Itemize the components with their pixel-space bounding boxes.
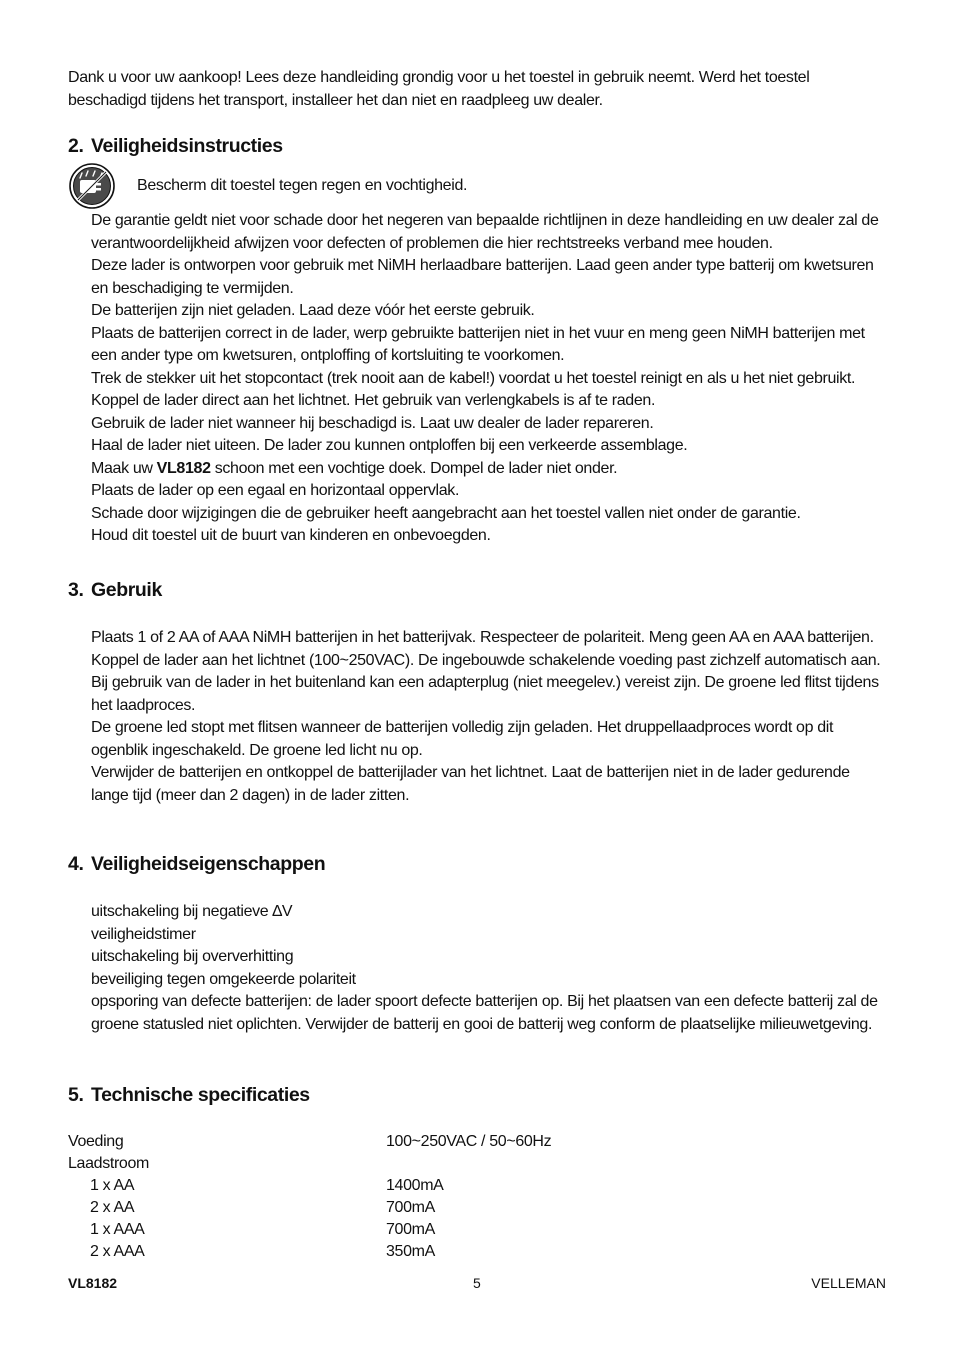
spec-label: Laadstroom	[68, 1155, 149, 1172]
list-item: Gebruik de lader niet wanneer hij beschadigd is. Laat uw dealer de lader repareren.	[91, 414, 654, 432]
list-item: Verwijder de batterijen en ontkoppel de batterijlader van het lichtnet. Laat de batterijen niet in de lader gedurende lange tijd (meer dan 2 dagen) in de lader zitten.	[91, 764, 850, 804]
section-number: 3.	[68, 579, 84, 601]
list-item: Plaats 1 of 2 AA of AAA NiMH batterijen in het batterijvak. Respecteer de polariteit. Meng geen AA en AAA batterijen.	[91, 629, 874, 646]
list-item: Koppel de lader aan het lichtnet (100~250VAC). De ingebouwde schakelende voeding past zichzelf automatisch aan. Bij gebruik van de lader in het buitenland kan een adapterplug (niet meegelev.) vereist zijn. De groene led flitst tijdens het laadproces.	[91, 651, 881, 714]
spec-row	[68, 1197, 668, 1219]
section-number: 5.	[68, 1084, 84, 1106]
section-title: Veiligheidsinstructies	[91, 135, 283, 157]
water-protection-icon	[68, 163, 116, 209]
spec-label: 1 x AA	[90, 1177, 135, 1194]
spec-label: 2 x AA	[90, 1199, 135, 1216]
spec-value: 700mA	[386, 1221, 435, 1238]
section-title: Technische specificaties	[91, 1084, 310, 1106]
warning-row	[68, 163, 888, 209]
spec-value: 700mA	[386, 1199, 435, 1216]
list-item: Trek de stekker uit het stopcontact (trek nooit aan de kabel!) voordat u het toestel reinigt en als u het niet gebruikt.	[91, 369, 856, 387]
spec-label: Voeding	[68, 1133, 124, 1150]
list-item: Houd dit toestel uit de buurt van kinderen en onbevoegden.	[91, 527, 491, 544]
text-segment: schoon met een vochtige doek. Dompel de lader niet onder.	[210, 459, 618, 477]
specs-table	[68, 1131, 668, 1263]
list-item: De batterijen zijn niet geladen. Laad deze vóór het eerste gebruik.	[91, 302, 535, 319]
footer-model: VL8182	[68, 1275, 118, 1291]
section-heading-safety	[68, 135, 283, 158]
list-item: opsporing van defecte batterijen: de lader spoort defecte batterijen op. Bij het plaatsen van een defecte batterij zal de groene statusled niet oplichten. Verwijder de batterij en gooi de batterij weg conform de plaatselijke milieuwetgeving.	[91, 993, 878, 1033]
list-item: Koppel de lader direct aan het lichtnet. Het gebruik van verlengkabels is af te raden.	[91, 392, 656, 409]
section-heading-safety-features	[68, 853, 325, 876]
intro-paragraph: Dank u voor uw aankoop! Lees deze handleiding grondig voor u het toestel in gebruik neemt. Werd het toestel beschadigd tijdens het transport, installeer het dan niet en raadpleeg uw dealer.	[68, 69, 810, 109]
model-name: VL8182	[156, 459, 211, 477]
section-title: Veiligheidseigenschappen	[91, 853, 326, 875]
warning-text: Bescherm dit toestel tegen regen en vochtigheid.	[137, 177, 468, 194]
safety-list	[91, 210, 891, 548]
spec-label: 2 x AAA	[90, 1243, 145, 1260]
spec-value: 1400mA	[386, 1177, 444, 1194]
spec-row	[68, 1153, 668, 1175]
list-item: Schade door wijzigingen die de gebruiker heeft aangebracht aan het toestel vallen niet onder de garantie.	[91, 504, 801, 522]
list-item: uitschakeling bij negatieve ∆V	[91, 903, 293, 920]
spec-value: 100~250VAC / 50~60Hz	[386, 1133, 552, 1150]
section-heading-specs	[68, 1084, 310, 1107]
section-title: Gebruik	[91, 579, 162, 601]
list-item: veiligheidstimer	[91, 925, 196, 943]
list-item: Plaats de batterijen correct in de lader, werp gebruikte batterijen niet in het vuur en meng geen NiMH batterijen met een ander type om kwetsuren, ontploffing of kortsluiting te voorkomen.	[91, 324, 865, 364]
page-number: 5	[473, 1275, 481, 1291]
usage-list	[91, 627, 891, 807]
spec-row	[68, 1131, 668, 1153]
text-segment: Maak uw	[91, 459, 157, 477]
list-item	[91, 458, 891, 481]
spec-row	[68, 1219, 668, 1241]
list-item: Plaats de lader op een egaal en horizontaal oppervlak.	[91, 482, 460, 499]
spec-label: 1 x AAA	[90, 1221, 145, 1238]
page-footer	[68, 1275, 888, 1295]
list-item: Deze lader is ontworpen voor gebruik met NiMH herlaadbare batterijen. Laad geen ander type batterij om kwetsuren en beschadiging te vermijden.	[91, 257, 874, 297]
section-number: 4.	[68, 853, 84, 875]
footer-brand: VELLEMAN	[811, 1275, 886, 1291]
list-item: beveiliging tegen omgekeerde polariteit	[91, 970, 356, 988]
section-number: 2.	[68, 135, 84, 157]
features-list	[91, 901, 891, 1036]
list-item: De garantie geldt niet voor schade door het negeren van bepaalde richtlijnen in deze handleiding en uw dealer zal de verantwoordelijkheid afwijzen voor defecten of problemen die hier rechtstreeks verband mee houden.	[91, 212, 879, 252]
spec-value: 350mA	[386, 1243, 435, 1260]
section-heading-usage	[68, 579, 162, 602]
list-item: Haal de lader niet uiteen. De lader zou kunnen ontploffen bij een verkeerde assemblage.	[91, 437, 688, 454]
list-item: uitschakeling bij oververhitting	[91, 948, 294, 965]
list-item: De groene led stopt met flitsen wanneer de batterijen volledig zijn geladen. Het druppellaadproces wordt op dit ogenblik ingeschakeld. De groene led licht nu op.	[91, 719, 834, 759]
spec-row	[68, 1241, 668, 1263]
spec-row	[68, 1175, 668, 1197]
